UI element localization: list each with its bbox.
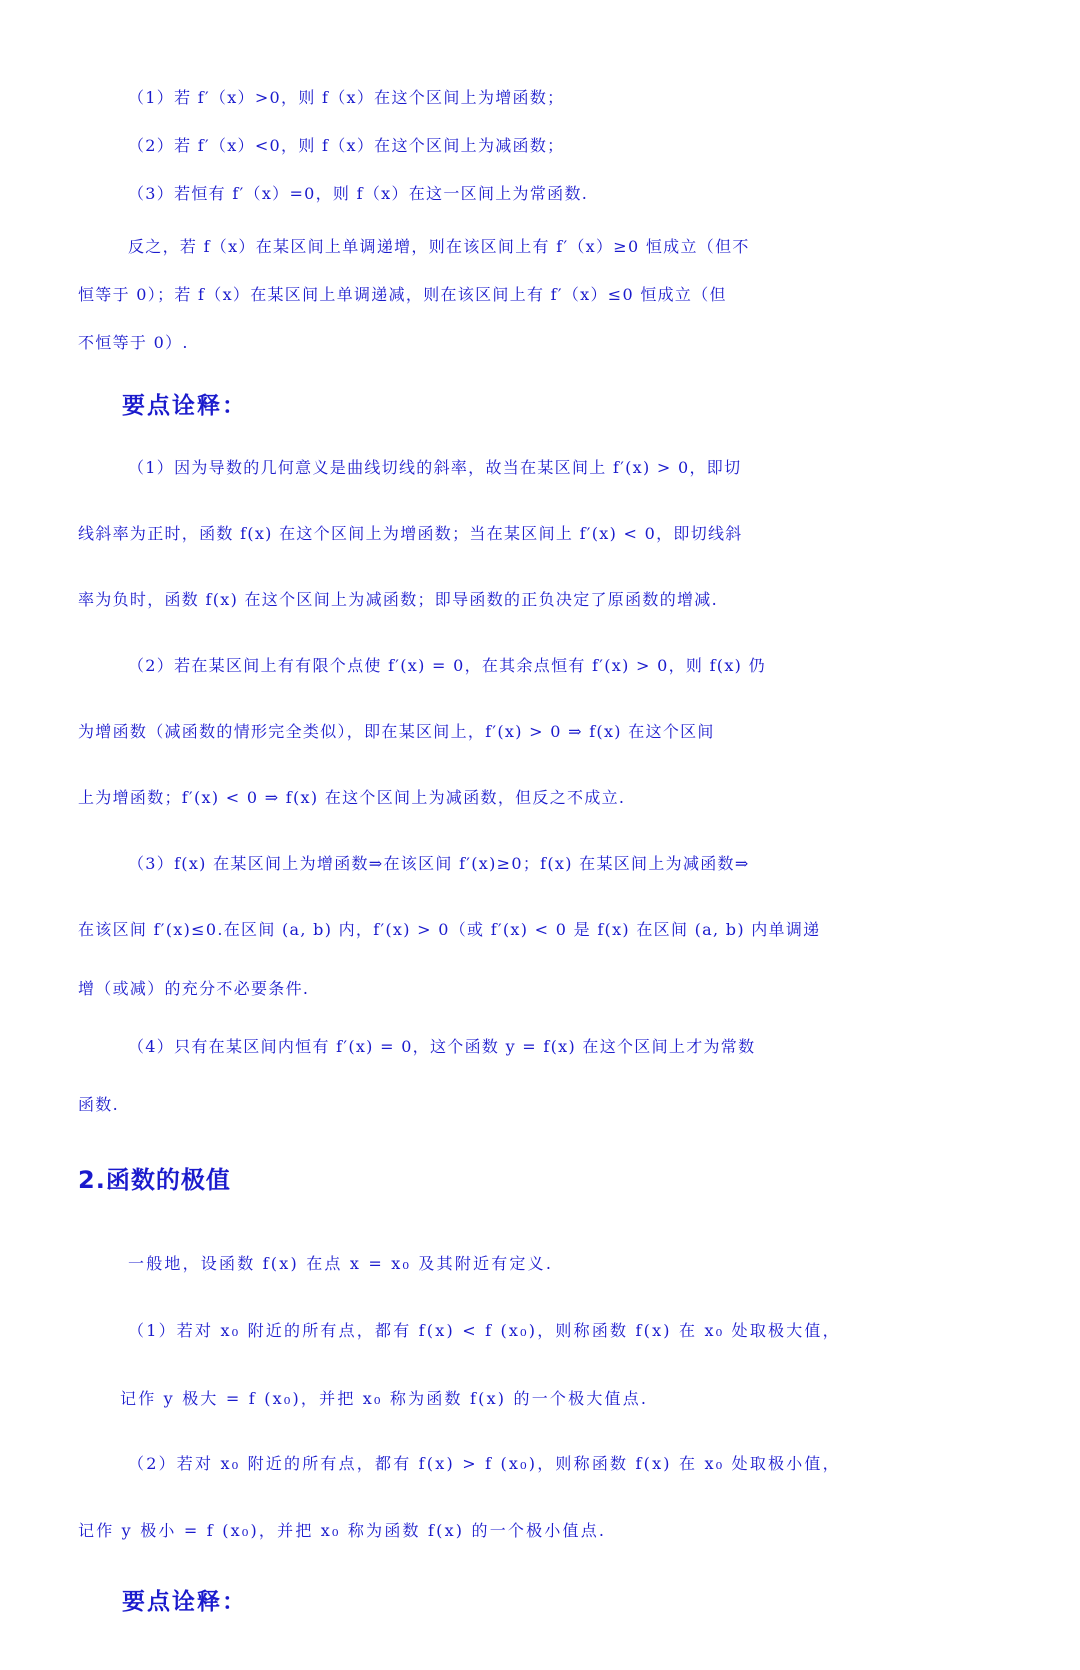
converse-line-2: 恒等于 0）；若 f（x）在某区间上单调递减，则在该区间上有 f′（x）≤0 恒成立（但 bbox=[78, 285, 727, 304]
note2-line-2: 为增函数（减函数的情形完全类似），即在某区间上，f′(x) > 0 ⇒ f(x) 在这个区间 bbox=[78, 722, 715, 741]
note4-line-2: 函数. bbox=[78, 1095, 119, 1114]
local-max-line-1: （1）若对 x₀ 附近的所有点，都有 f(x) < f (x₀)，则称函数 f(x) 在 x₀ 处取极大值， bbox=[128, 1321, 841, 1340]
note3-line-3: 增（或减）的充分不必要条件. bbox=[78, 979, 310, 998]
note1-line-1: （1）因为导数的几何意义是曲线切线的斜率，故当在某区间上 f′(x) > 0，即切 bbox=[128, 458, 742, 477]
rule-decreasing: （2）若 f′（x）<0，则 f（x）在这个区间上为减函数； bbox=[128, 136, 565, 155]
key-points-heading-2: 要点诠释： bbox=[122, 1589, 247, 1615]
key-points-heading: 要点诠释： bbox=[122, 393, 247, 419]
local-min-line-1: （2）若对 x₀ 附近的所有点，都有 f(x) > f (x₀)，则称函数 f(x) 在 x₀ 处取极小值， bbox=[128, 1454, 841, 1473]
rule-increasing: （1）若 f′（x）>0，则 f（x）在这个区间上为增函数； bbox=[128, 88, 565, 107]
local-max-line-2: 记作 y 极大 = f (x₀)，并把 x₀ 称为函数 f(x) 的一个极大值点. bbox=[120, 1389, 649, 1408]
rule-constant: （3）若恒有 f′（x）=0，则 f（x）在这一区间上为常函数. bbox=[128, 184, 589, 203]
note3-line-1: （3）f(x) 在某区间上为增函数⇒在该区间 f′(x)≥0；f(x) 在某区间上为减函数⇒ bbox=[128, 854, 750, 873]
note2-line-3: 上为增函数；f′(x) < 0 ⇒ f(x) 在这个区间上为减函数，但反之不成立. bbox=[78, 788, 626, 807]
note1-line-2: 线斜率为正时，函数 f(x) 在这个区间上为增函数；当在某区间上 f′(x) < 0，即切线斜 bbox=[78, 524, 743, 543]
converse-line-1: 反之，若 f（x）在某区间上单调递增，则在该区间上有 f′（x）≥0 恒成立（但不 bbox=[128, 237, 750, 256]
note2-line-1: （2）若在某区间上有有限个点使 f′(x) = 0，在其余点恒有 f′(x) > 0，则 f(x) 仍 bbox=[128, 656, 766, 675]
extrema-intro: 一般地，设函数 f(x) 在点 x = x₀ 及其附近有定义. bbox=[128, 1254, 554, 1273]
note3-line-2: 在该区间 f′(x)≤0.在区间 (a, b) 内，f′(x) > 0（或 f′(x) < 0 是 f(x) 在区间 (a, b) 内单调递 bbox=[78, 920, 821, 939]
note4-line-1: （4）只有在某区间内恒有 f′(x) = 0，这个函数 y = f(x) 在这个区间上才为常数 bbox=[128, 1037, 756, 1056]
note1-line-3: 率为负时，函数 f(x) 在这个区间上为减函数；即导函数的正负决定了原函数的增减. bbox=[78, 590, 718, 609]
local-min-line-2: 记作 y 极小 = f (x₀)，并把 x₀ 称为函数 f(x) 的一个极小值点. bbox=[78, 1521, 607, 1540]
converse-line-3: 不恒等于 0）. bbox=[78, 333, 189, 352]
section-title-extrema: 2.函数的极值 bbox=[78, 1166, 231, 1194]
